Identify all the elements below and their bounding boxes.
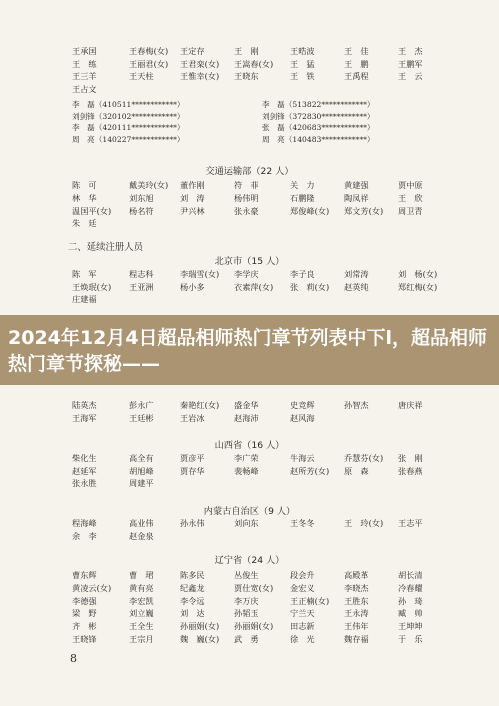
name-cell: 周卫青 [398,205,423,216]
name-cell: 王冬冬 [290,518,315,528]
name-row [72,413,452,425]
name-cell: 陈 可 [72,180,97,190]
name-cell: 王春梅(女) [129,46,169,56]
name-cell: 贾仕宽(女) [234,582,274,593]
name-cell: 刘东旭 [129,192,154,203]
name-cell: 黄凌云(女) [72,582,112,593]
id-entry: 张 磊（420683************） [262,123,375,132]
name-cell: 李子良 [290,269,315,279]
name-cell: 王宗月 [129,634,154,644]
name-cell: 赵所芳(女) [290,465,330,476]
name-cell: 王 佳 [344,46,369,56]
name-cell: 孙丽娟(女) [234,621,274,632]
name-cell: 王 练 [72,58,97,69]
name-cell: 刘 涛 [180,192,205,203]
name-cell: 徐 光 [290,634,315,644]
name-cell: 王 刚 [234,46,259,56]
name-cell: 刘 达 [180,608,205,619]
name-cell: 杨名符 [129,205,154,216]
liaoning-heading: 辽宁省（24 人） [214,555,285,566]
overlay-banner [0,315,499,385]
name-row [72,282,452,294]
name-cell: 李瑞雪(女) [180,269,220,279]
name-cell: 孙 琦 [398,595,423,606]
name-cell: 王胜东 [344,595,369,606]
name-cell: 曹 珺 [129,570,154,580]
name-cell: 金宏义 [290,582,315,593]
name-cell: 程志科 [129,269,154,279]
name-cell: 王 欣 [398,192,423,203]
name-cell: 武 勇 [234,634,259,644]
name-cell: 王禹程 [344,71,369,81]
name-cell: 孙丽娟(女) [180,621,220,632]
name-cell: 杨小多 [180,281,205,292]
name-cell: 温国平(女) [72,205,112,216]
name-cell: 高业伟 [129,518,154,528]
name-cell: 郑文芳(女) [344,205,384,216]
name-row [72,294,452,306]
name-cell: 王定存 [180,46,205,56]
name-cell: 王君栾(女) [180,58,220,69]
name-cell: 尹兴林 [180,205,205,216]
name-cell: 李万庆 [234,595,259,606]
name-cell: 刘常涛 [344,269,369,279]
name-cell: 王晓锋 [72,634,97,644]
name-cell: 赵风海 [290,413,315,423]
name-row [72,59,452,71]
name-cell: 朱 廷 [72,218,97,229]
name-cell: 孙永伟 [180,518,205,528]
name-cell: 张 刚 [398,453,423,463]
name-cell: 胡长清 [398,570,423,580]
name-cell: 史竞辉 [290,400,315,410]
name-cell: 程海峰 [72,518,97,528]
name-cell: 张春燕 [398,465,423,476]
name-row [72,193,452,205]
name-cell: 赵延军 [72,465,97,476]
name-cell: 陆英杰 [72,400,97,410]
name-cell: 王正楠(女) [290,595,330,606]
name-cell: 柴化生 [72,453,97,463]
name-cell: 王占文 [72,83,97,94]
name-cell: 王 云 [398,71,423,81]
name-cell: 李学庆 [234,269,259,279]
id-entry: 周 亮（140227************） [72,134,185,144]
name-cell: 于 乐 [398,634,423,644]
name-cell: 王坤坤 [398,621,423,632]
name-cell: 杨伟明 [234,192,259,203]
name-cell: 陈 军 [72,269,97,279]
name-cell: 王岩冰 [180,413,205,423]
name-cell: 王 玲(女) [344,518,384,528]
name-cell: 梁 野 [72,608,97,619]
name-cell: 董作刚 [180,180,205,190]
name-cell: 纪鑫龙 [180,582,205,593]
name-cell: 王伟年 [344,621,369,632]
name-cell: 刘 杨(女) [398,269,438,279]
name-cell: 魏存福 [344,634,369,644]
name-cell: 彭永广 [129,400,154,410]
name-cell: 刘向东 [234,518,259,528]
name-cell: 原 森 [344,465,369,476]
name-row [72,46,452,58]
name-row [72,269,452,281]
name-cell: 牛海云 [290,453,315,463]
id-entry: 李 磊（410511************） [72,100,185,109]
name-cell: 周建平 [129,478,154,488]
part-two-title: 二、延续注册人员 [68,242,144,253]
name-cell: 王承国 [72,46,97,56]
name-cell: 王 猛 [290,58,315,69]
id-entry: 周 亮（140483************） [262,134,375,144]
name-cell: 段会升 [290,570,315,580]
name-cell: 孙韬玉 [234,608,259,619]
name-cell: 王晓东 [234,71,259,81]
name-cell: 衣素萍(女) [234,281,274,292]
name-cell: 贾彦平 [180,453,205,463]
name-cell: 黄建强 [344,180,369,190]
name-row [72,518,452,530]
name-row [72,218,452,230]
name-row [72,531,452,543]
name-cell: 王惟幸(女) [180,71,220,81]
name-cell: 王丽君(女) [129,58,169,69]
name-cell: 王焕珉(女) [72,281,112,292]
name-cell: 李德强 [72,595,97,606]
name-cell: 陈多民 [180,570,205,580]
name-cell: 李令远 [180,595,205,606]
name-row [72,608,452,620]
id-entry: 李 磊（513822************） [262,100,375,109]
name-cell: 王嵩春(女) [234,58,274,69]
banner-title: 2024年12月4日超品相师热门章节列表中下l，超品相师热门章节探秘—— [8,327,488,375]
beijing-heading: 北京市（15 人） [214,256,285,267]
name-cell: 王鹏军 [398,58,423,69]
neimenggu-heading: 内蒙古自治区（9 人） [203,506,296,517]
name-cell: 郑红梅(女) [398,281,438,292]
name-cell: 乔慧芬(女) [344,453,384,463]
name-cell: 王全生 [129,621,154,632]
name-cell: 王 铁 [290,71,315,81]
name-cell: 王永涛 [344,608,369,619]
name-row [72,206,452,218]
id-entry: 刘剑锋（320102************） [72,111,185,121]
name-cell: 裴畅峰 [234,465,259,476]
id-entry: 刘剑锋（372830************） [262,111,375,121]
name-cell: 王晧波 [290,46,315,56]
name-cell: 郑俊峰(女) [290,205,330,216]
name-row [72,583,452,595]
name-cell: 赵海沛 [234,413,259,423]
page-number: 8 [70,652,77,665]
name-cell: 庄建福 [72,294,97,304]
name-cell: 冷春耀 [398,582,423,593]
name-cell: 王廷彬 [129,413,154,423]
name-cell: 臧 帅 [398,608,423,619]
name-cell: 李宏凯 [129,595,154,606]
name-cell: 王海军 [72,413,97,423]
name-row [72,570,452,582]
name-cell: 贾中原 [398,180,423,190]
traffic-heading: 交通运输部（22 人） [205,166,294,177]
name-row [72,400,452,412]
name-cell: 张 莉(女) [290,281,330,292]
name-cell: 石鹏隆 [290,192,315,203]
shanxi-heading: 山西省（16 人） [214,440,285,451]
name-cell: 孙智杰 [344,400,369,410]
name-cell: 高全有 [129,453,154,463]
name-cell: 李广荣 [234,453,259,463]
name-cell: 余 李 [72,530,97,541]
name-cell: 王 杰 [398,46,423,56]
name-cell: 李晓杰 [344,582,369,593]
name-row [72,84,452,96]
name-row [72,478,452,490]
name-row [72,466,452,478]
name-cell: 王三羊 [72,71,97,81]
name-row [72,453,452,465]
name-cell: 盛金华 [234,400,259,410]
name-cell: 丛俊生 [234,570,259,580]
name-cell: 高殿革 [344,570,369,580]
name-cell: 刘立巍 [129,608,154,619]
name-cell: 王亚洲 [129,281,154,292]
name-cell: 唐庆祥 [398,400,423,410]
name-cell: 齐 彬 [72,621,97,632]
name-cell: 秦艳红(女) [180,400,220,410]
name-cell: 魏 巍(女) [180,634,220,644]
name-cell: 胡旭峰 [129,465,154,476]
name-cell: 戴美玲(女) [129,180,169,190]
name-cell: 赵金泉 [129,530,154,541]
name-cell: 赵英纯 [344,281,369,292]
name-cell: 田志新 [290,621,315,632]
id-entry: 李 磊（420111************） [72,123,185,132]
name-cell: 贾存华 [180,465,205,476]
name-cell: 王 鹏 [344,58,369,69]
name-row [72,596,452,608]
name-cell: 张永豪 [234,205,259,216]
name-cell: 陶凤祥 [344,192,369,203]
name-row [72,180,452,192]
name-cell: 符 菲 [234,180,259,190]
name-cell: 黄有亮 [129,582,154,593]
name-row [72,621,452,633]
name-cell: 关 力 [290,180,315,190]
name-row [72,71,452,83]
name-cell: 张永胜 [72,478,97,488]
name-cell: 宁兰天 [290,608,315,619]
name-row [72,634,452,646]
name-cell: 王天柱 [129,71,154,81]
name-cell: 曹东辉 [72,570,97,580]
name-cell: 王志平 [398,518,423,528]
name-cell: 林 华 [72,192,97,203]
